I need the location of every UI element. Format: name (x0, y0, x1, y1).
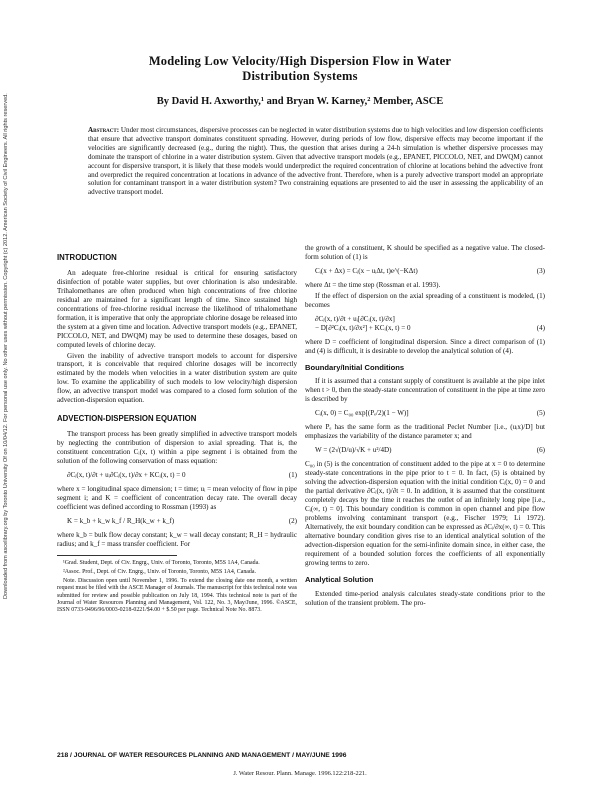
equation-number: (4) (536, 323, 545, 332)
abstract (88, 126, 543, 197)
equation-body: Cᵢ(x, 0) = C₀₀ exp[(Pₑ/2)(1 − W)] (315, 409, 409, 418)
equation-4 (315, 315, 545, 333)
title-line-2: Distribution Systems (242, 69, 358, 83)
title-line-1: Modeling Low Velocity/High Dispersion Flow in Water (148, 54, 452, 68)
equation-number: (3) (536, 266, 545, 275)
equation-body-line-2: − D[∂²Cᵢ(x, t)/∂x²] + KCᵢ(x, t) = 0 (315, 323, 411, 332)
footnote-2: ²Assoc. Prof., Dept. of Civ. Engrg., Univ. of Toronto, Toronto, M5S 1A4, Canada. (63, 568, 256, 575)
section-heading-boundary-conditions: Boundary/Initial Conditions (305, 362, 405, 372)
abstract-text: Under most circumstances, dispersive processes can be neglected in water distribution systems due to high velocities and low dispersion coefficients that ensure that advective transport dominates constituent spreading. However, during periods of low flow, dispersive effects may become important if the velocities are significantly decreased (e.g., during the night). Thus, the question that arises during a 24-h simulation is whether dispersive processes may dominate the transport of chlorine in a water distribution system. Given that advective transport models (e.g., EPANET, PICCOLO, NET, and DWQM) cannot account for dispersive transport, it is likely that these models would underpredict the required concentration of chlorine at locations behind the advective front and overpredict the required concentration at locations in advance of the advective front. Therefore, when is a purely advective transport model an appropriate solution for contaminant transport in a water distribution system? Two constraining equations are presented to aid the user in assessing the applicability of an advective transport model. (88, 126, 543, 197)
section-heading-introduction: INTRODUCTION (57, 253, 117, 262)
footnote-divider (57, 555, 177, 556)
equation-1 (67, 471, 297, 480)
equation-body: W = (2√(D/u)/√K + u²/4D) (315, 446, 392, 455)
equation-body: Cᵢ(x + Δx) = Cᵢ(x − uᵢΔt, t)e^(−KΔt) (315, 266, 418, 275)
citation-line: J. Water Resour. Plann. Manage. 1996.122:218-221. (233, 770, 367, 777)
equation-4-line-2 (315, 324, 545, 333)
equation-number: (5) (536, 409, 545, 418)
right-column (305, 244, 545, 609)
section-heading-analytical-solution: Analytical Solution (305, 574, 374, 584)
paragraph: Given the inability of advective transport models to account for dispersive transport, it is conceivable that required chlorine dosages will be incorrectly estimated by the models when velocities in a water distribution system are quite low. To examine the applicability of such models to low velocity/high dispersion flow, an advective transport model was compared to a closed form solution of the advection-dispersion equation. (57, 351, 297, 405)
paragraph: If it is assumed that a constant supply of constituent is available at the pipe inlet when t > 0, then the steady-state concentration of constituent in the pipe at time zero is described by (305, 377, 545, 404)
equation-5 (315, 409, 545, 418)
paragraph: The transport process has been greatly simplified in advective transport models by neglecting the contribution of dispersion to axial spreading. That is, the constituent concentration Cᵢ(x, t) within a pipe segment i is obtained from the solution of the following conservation of mass equation: (57, 430, 297, 466)
author-line: By David H. Axworthy,¹ and Bryan W. Karney,² Member, ASCE (156, 96, 444, 107)
paragraph: where Δt = the time step (Rossman et al. 1993). (305, 280, 441, 289)
equation-number: (2) (288, 516, 297, 525)
download-notice-text: Downloaded from ascelibrary.org by Toronto University Of on 10/04/12. For personal use only. No other uses without permission. Copyright (c) 2012. American Society of Civil Engineers. All rights reserved. (3, 93, 9, 599)
equation-3 (315, 267, 545, 276)
paragraph: If the effect of dispersion on the axial spreading of a constituent is modeled, (1) becomes (305, 291, 545, 309)
paragraph: where Pₑ has the same form as the traditional Peclet Number [i.e., (uᵢx)/D] but emphasizes the variability of the distance parameter x; and (305, 423, 545, 441)
equation-body: ∂Cᵢ(x, t)/∂t + uᵢ∂Cᵢ(x, t)/∂x + KCᵢ(x, t) = 0 (67, 471, 186, 480)
equation-number: (6) (536, 446, 545, 455)
equation-6 (315, 446, 545, 455)
equation-number: (1) (288, 471, 297, 480)
paragraph: where D = coefficient of longitudinal dispersion. Since a direct comparison of (1) and (4) is difficult, it is desirable to develop the analytical solution of (4). (305, 337, 545, 355)
page-footer: 218 / JOURNAL OF WATER RESOURCES PLANNING AND MANAGEMENT / MAY/JUNE 1996 (57, 752, 347, 759)
footnote-1: ¹Grad. Student, Dept. of Civ. Engrg., Univ. of Toronto, Toronto, M5S 1A4, Canada. (63, 559, 260, 566)
abstract-label: Abstract: (88, 126, 120, 134)
download-notice (2, 40, 12, 600)
footnote-note: Note. Discussion open until November 1, 1996. To extend the closing date one month, a written request must be filed with the ASCE Manager of Journals. The manuscript for this technical note was submitted for review and possible publication on July 18, 1994. This technical note is part of the Journal of Water Resources Planning and Management, Vol. 122, No. 3, May/June, 1996. ©ASCE, ISSN 0733-9496/96/0003-0218-0221/$4.00 + $.50 per page. Technical Note No. 8873. (57, 578, 297, 613)
left-column (57, 244, 297, 616)
equation-2 (67, 517, 297, 526)
paragraph: An adequate free-chlorine residual is critical for ensuring satisfactory disinfection of potable water supplies, but over chlorination is also undesirable. Trihalomethanes are often produced when high concentrations of free chlorine residual are maintained for a significant length of time. Since sustained high concentrations of free-chlorine residual increase the likelihood of trihalomethane formation, it is imperative that only the appropriate chlorine dosage be released into the system at a given time and location. Advective transport models (e.g., EPANET, PICCOLO, NET, and DWQM) may be used to determine these dosages, based on computed levels of chlorine decay. (57, 268, 297, 349)
section-heading-advection-dispersion: ADVECTION-DISPERSION EQUATION (57, 414, 197, 424)
paragraph: where x = longitudinal space dimension; t = time; uᵢ = mean velocity of flow in pipe segment i; and K = coefficient of concentration decay rate. The overall decay coefficient was defined according to Rossman (1993) as (57, 484, 297, 511)
paragraph: where k_b = bulk flow decay constant; k_w = wall decay constant; R_H = hydraulic radius; and k_f = mass transfer coefficient. For (57, 530, 297, 548)
paragraph: C₀₀ in (5) is the concentration of constituent added to the pipe at x = 0 to determine steady-state concentrations in the pipe prior to t = 0. In fact, (5) is obtained by solving the advection-dispersion equation with the initial condition Cᵢ(x, 0) = 0 and the partial derivative ∂Cᵢ(x, t)/∂t = 0. In addition, it is assumed that the constituent completely decays by the time it reaches the outlet of an infinitely long pipe [i.e., Cᵢ(∞, t) = 0]. This boundary condition is common in open channel and pipe flow problems involving contaminant transport (e.g., Fischer 1979; Li 1972). Alternatively, the exit boundary condition can be expressed as ∂Cᵢ/∂x(∞, t) = 0. This alternative boundary condition gives rise to an identical analytical solution of the advection-dispersion equation for the semi-infinite domain since, in either case, the requirement of a bounded solution forces the coefficients of all exponentially growing terms to zero. (305, 460, 545, 567)
paper-title (60, 54, 540, 84)
equation-body: K = k_b + k_w k_f / R_H(k_w + k_f) (67, 516, 175, 525)
equation-body-line-1: ∂Cᵢ(x, t)/∂t + uᵢ[∂Cᵢ(x, t)/∂x] (315, 314, 395, 323)
paragraph: Extended time-period analysis calculates steady-state conditions prior to the solution of the transient problem. The pro- (305, 589, 545, 607)
paragraph: the growth of a constituent, K should be specified as a negative value. The closed-form solution of (1) is (305, 244, 545, 261)
